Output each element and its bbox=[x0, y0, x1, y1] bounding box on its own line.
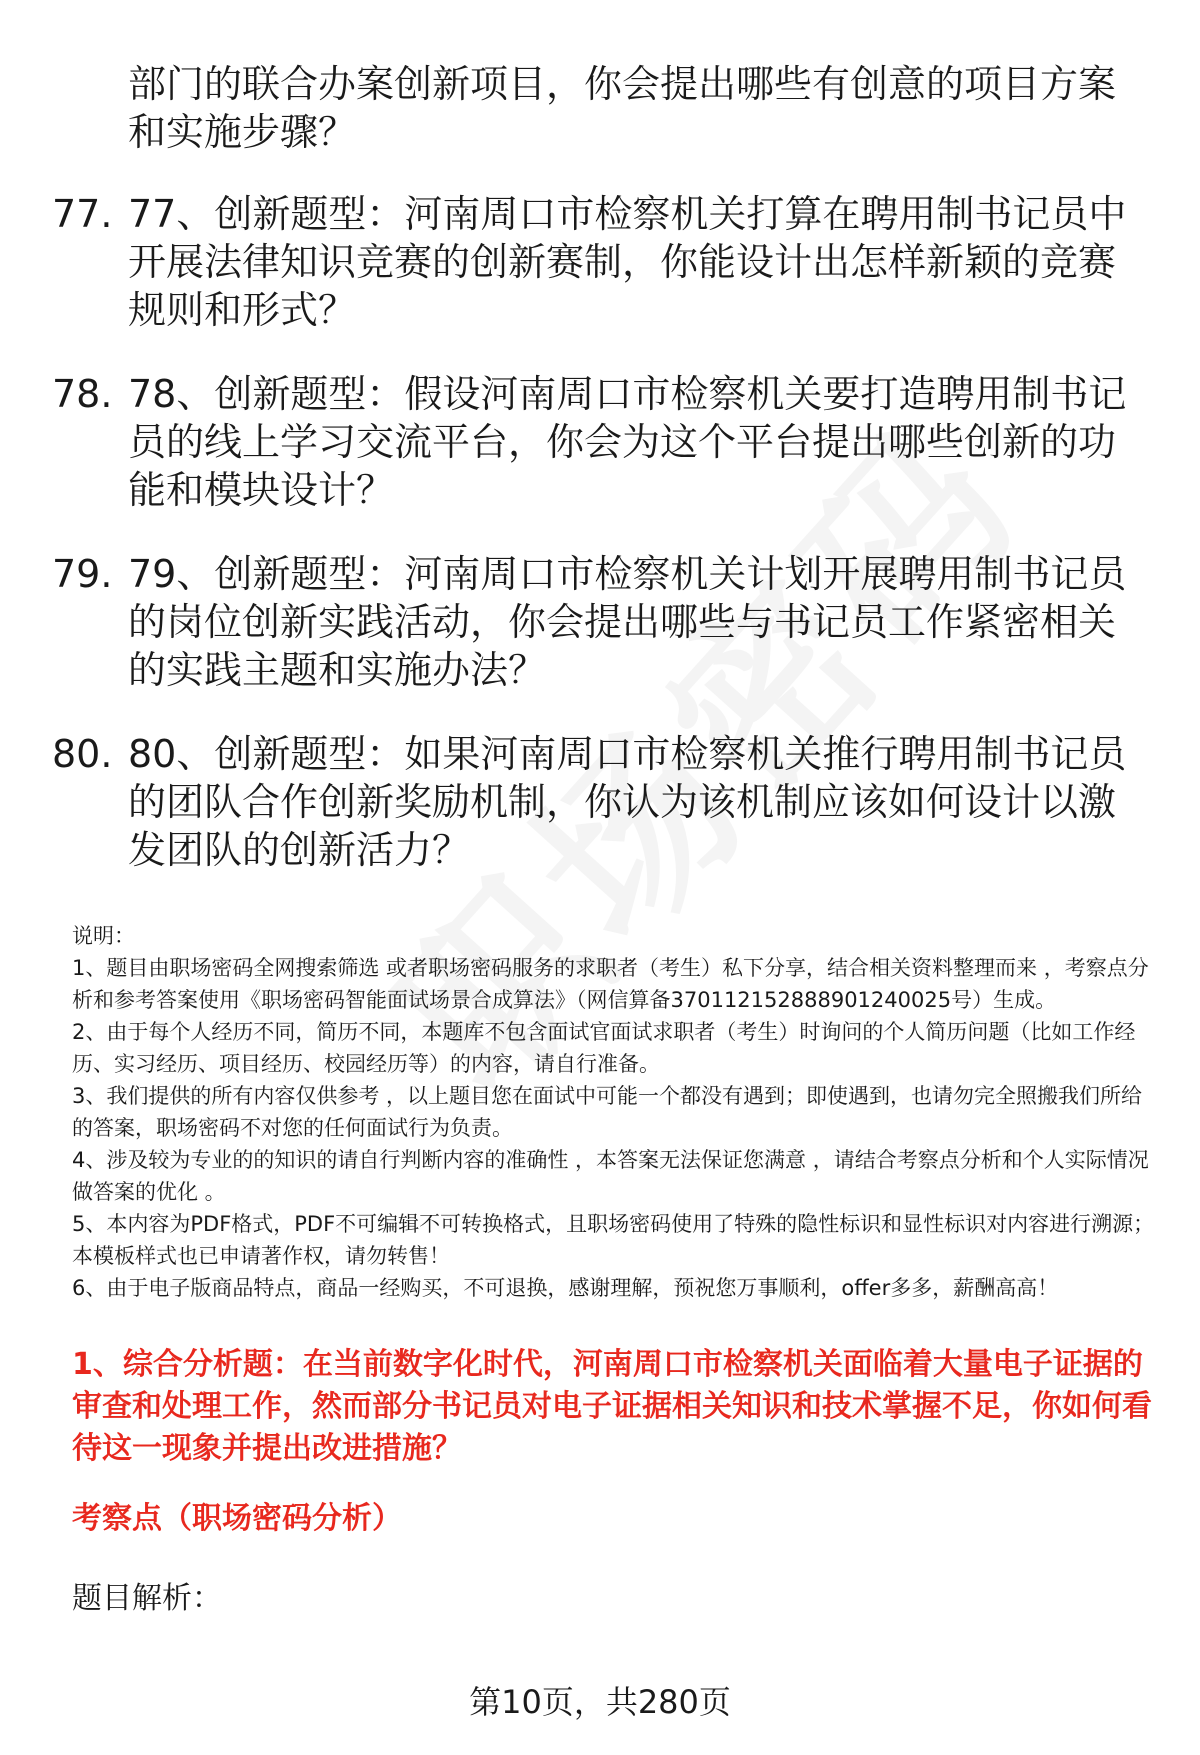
question-continuation: 部门的联合办案创新项目，你会提出哪些有创意的项目方案和实施步骤？ bbox=[128, 62, 1117, 154]
question-item bbox=[0, 550, 1200, 694]
question-text: 78、创新题型：假设河南周口市检察机关要打造聘用制书记员的线上学习交流平台，你会为这个平台提出哪些创新的功能和模块设计？ bbox=[128, 372, 1127, 512]
analysis-heading: 考察点（职场密码分析） bbox=[72, 1501, 402, 1536]
question-item bbox=[0, 370, 1200, 514]
question-text: 80、创新题型：如果河南周口市检察机关推行聘用制书记员的团队合作创新奖励机制，你认为该机制应该如何设计以激发团队的创新活力？ bbox=[128, 732, 1127, 872]
question-item bbox=[0, 190, 1200, 334]
notes-section bbox=[72, 920, 1158, 1304]
question-item bbox=[0, 730, 1200, 874]
question-number: 79. bbox=[52, 552, 113, 596]
page-footer: 第10页，共280页 bbox=[469, 1683, 731, 1721]
note-item: 4、涉及较为专业的的知识的请自行判断内容的准确性 ，本答案无法保证您满意 ，请结合考察点分析和个人实际情况做答案的优化 。 bbox=[72, 1148, 1149, 1204]
note-item: 3、我们提供的所有内容仅供参考 ，以上题目您在面试中可能一个都没有遇到；即使遇到，也请勿完全照搬我们所给的答案，职场密码不对您的任何面试行为负责。 bbox=[72, 1084, 1143, 1140]
note-item: 1、题目由职场密码全网搜索筛选 或者职场密码服务的求职者（考生）私下分享，结合相关资料整理而来 ，考察点分析和参考答案使用《职场密码智能面试场景合成算法》（网信算备370112152888901240025号）生成。 bbox=[72, 956, 1149, 1012]
question-number: 78. bbox=[52, 372, 113, 416]
question-number: 77. bbox=[52, 192, 113, 236]
question-number: 80. bbox=[52, 732, 113, 776]
question-text: 79、创新题型：河南周口市检察机关计划开展聘用制书记员的岗位创新实践活动，你会提出哪些与书记员工作紧密相关的实践主题和实施办法？ bbox=[128, 552, 1127, 692]
analysis-question: 1、综合分析题：在当前数字化时代，河南周口市检察机关面临着大量电子证据的审查和处理工作，然而部分书记员对电子证据相关知识和技术掌握不足，你如何看待这一现象并提出改进措施？ bbox=[72, 1347, 1152, 1466]
analysis-label: 题目解析： bbox=[72, 1581, 222, 1616]
question-text: 77、创新题型：河南周口市检察机关打算在聘用制书记员中开展法律知识竞赛的创新赛制，你能设计出怎样新颖的竞赛规则和形式？ bbox=[128, 192, 1127, 332]
note-item: 2、由于每个人经历不同，简历不同，本题库不包含面试官面试求职者（考生）时询问的个人简历问题（比如工作经历、实习经历、项目经历、校园经历等）的内容，请自行准备。 bbox=[72, 1020, 1136, 1076]
notes-title: 说明： bbox=[72, 924, 135, 948]
note-item: 5、本内容为PDF格式，PDF不可编辑不可转换格式，且职场密码使用了特殊的隐性标识和显性标识对内容进行溯源；本模板样式也已申请著作权，请勿转售！ bbox=[72, 1212, 1155, 1268]
question-list bbox=[0, 190, 1200, 910]
note-item: 6、由于电子版商品特点，商品一经购买，不可退换，感谢理解，预祝您万事顺利，offer多多，薪酬高高！ bbox=[72, 1276, 1059, 1300]
